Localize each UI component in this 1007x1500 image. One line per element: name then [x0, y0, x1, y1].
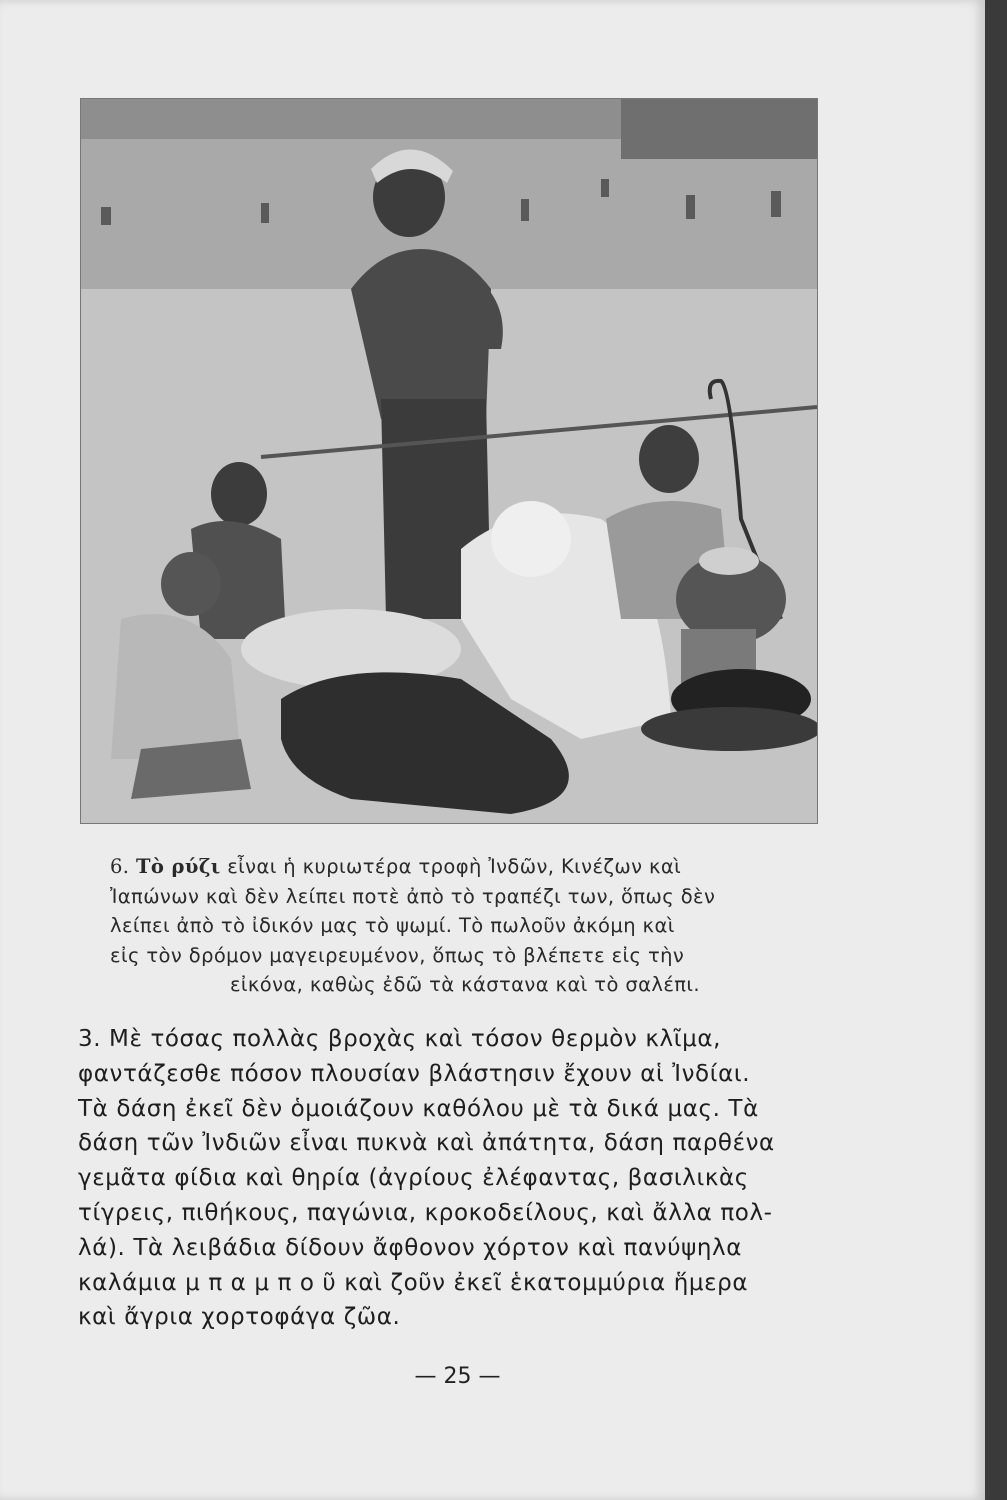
- caption-line-5: εἰκόνα, καθὼς ἐδῶ τὰ κάστανα καὶ τὸ σαλέπι.: [229, 973, 701, 996]
- photo-street-food-vendors-icon: [81, 99, 817, 823]
- body-line: καλάμια μ π α μ π ο ῦ καὶ ζοῦν ἐκεῖ ἑκατομμύρια ἥμερα: [78, 1269, 749, 1296]
- body-line: δάση τῶν Ἰνδιῶν εἶναι πυκνὰ καὶ ἀπάτητα, δάση παρθένα: [78, 1130, 775, 1157]
- street-food-photo: [80, 98, 818, 824]
- body-line: γεμᾶτα φίδια καὶ θηρία (ἀγρίους ἐλέφαντας, βασιλικὰς: [78, 1165, 749, 1192]
- body-line: 3. Μὲ τόσας πολλὰς βροχὰς καὶ τόσον θερμὸν κλῖμα,: [78, 1026, 721, 1052]
- body-line: λά). Τὰ λειβάδια δίδουν ἄφθονον χόρτον καὶ πανύψηλα: [78, 1234, 743, 1261]
- caption-line-3: λείπει ἀπὸ τὸ ἰδικόν μας τὸ ψωμί. Τὸ πωλοῦν ἀκόμη καὶ: [110, 914, 675, 937]
- caption-line-4: εἰς τὸν δρόμον μαγειρευμένον, ὅπως τὸ βλέπετε εἰς τὴν: [110, 943, 685, 967]
- body-paragraph: [78, 1022, 838, 1335]
- page-number: — 25 —: [414, 1364, 501, 1389]
- caption-line-1-rest: εἶναι ἡ κυριωτέρα τροφὴ Ἰνδῶν, Κινέζων καὶ: [227, 855, 682, 878]
- caption-number: 6.: [110, 855, 130, 878]
- body-line: φαντάζεσθε πόσον πλουσίαν βλάστησιν ἔχουν αἱ Ἰνδίαι.: [78, 1060, 751, 1087]
- caption-line-1: [110, 852, 820, 882]
- caption-line-2: Ἰαπώνων καὶ δὲν λείπει ποτὲ ἀπὸ τὸ τραπέζι των, ὅπως δὲν: [110, 884, 716, 908]
- body-line: καὶ ἄγρια χορτοφάγα ζῶα.: [78, 1304, 401, 1331]
- caption-lead: Τὸ ρύζι: [136, 855, 221, 878]
- body-line: τίγρεις, πιθήκους, παγώνια, κροκοδείλους, καὶ ἄλλα πολ-: [78, 1199, 773, 1226]
- photo-caption: [110, 852, 820, 1000]
- body-line: Τὰ δάση ἐκεῖ δὲν ὁμοιάζουν καθόλου μὲ τὰ δικά μας. Τὰ: [78, 1095, 759, 1122]
